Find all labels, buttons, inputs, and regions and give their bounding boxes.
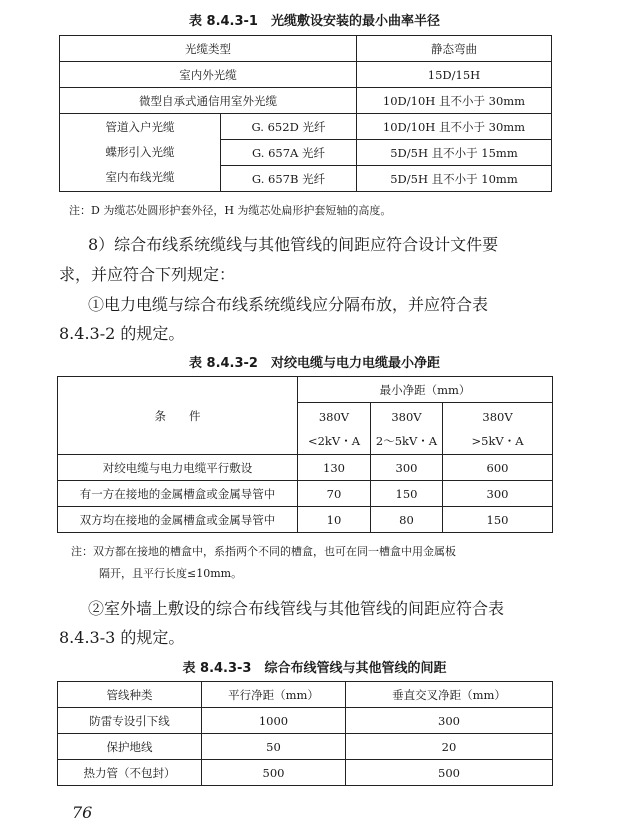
table-row xyxy=(58,455,553,481)
table2-note-line2: 隔开，且平行长度≤10mm。 xyxy=(99,567,243,580)
table2-caption: 表 8.4.3-2 对绞电缆与电力电缆最小净距 xyxy=(189,356,440,371)
table3-cell: 保护地线 xyxy=(58,734,202,760)
table1-group-labels xyxy=(60,114,221,192)
table1-note: 注：D 为缆芯处圆形护套外径，H 为缆芯处扁形护套短轴的高度。 xyxy=(69,204,392,217)
table-row xyxy=(58,682,553,708)
table2-col-power: 2～5kV・A xyxy=(375,433,438,448)
table-row xyxy=(58,734,553,760)
table1-cell: 室内外光缆 xyxy=(60,62,357,88)
table2-cell: 300 xyxy=(443,481,553,507)
table2-col-header xyxy=(371,403,443,455)
table1-cell: 10D/10H 且不小于 30mm xyxy=(357,114,552,140)
table1-cell: 10D/10H 且不小于 30mm xyxy=(357,88,552,114)
table2-cell: 10 xyxy=(298,507,371,533)
table1-group-label: 管道入户光缆 xyxy=(105,120,175,134)
paragraph-8-line1: 8）综合布线系统缆线与其他管线的间距应符合设计文件要 xyxy=(88,235,499,254)
table1-cell: G. 652D 光纤 xyxy=(221,114,357,140)
table2-col-header xyxy=(298,403,371,455)
table2-condition: 有一方在接地的金属槽盒或金属导管中 xyxy=(58,481,298,507)
table3-caption: 表 8.4.3-3 综合布线管线与其他管线的间距 xyxy=(182,661,447,676)
table2-cell: 600 xyxy=(443,455,553,481)
table3 xyxy=(57,681,553,786)
table2 xyxy=(57,376,553,533)
paragraph-1-line2: 8.4.3-2 的规定。 xyxy=(59,324,185,343)
table-row xyxy=(58,507,553,533)
paragraph-1-line1: ①电力电缆与综合布线系统缆线应分隔布放，并应符合表 xyxy=(88,295,489,314)
table3-cell: 500 xyxy=(202,760,346,786)
paragraph-8-line2: 求，并应符合下列规定： xyxy=(59,265,236,284)
table-row xyxy=(58,481,553,507)
table2-col-power: >5kV・A xyxy=(471,433,524,448)
table1-cell: 15D/15H xyxy=(357,62,552,88)
table2-cell: 150 xyxy=(371,481,443,507)
table3-cell: 1000 xyxy=(202,708,346,734)
table1-cell: 微型自承式通信用室外光缆 xyxy=(60,88,357,114)
table1-group-label: 蝶形引入光缆 xyxy=(105,145,175,159)
paragraph-2-line2: 8.4.3-3 的规定。 xyxy=(59,628,185,647)
table1-cell: 5D/5H 且不小于 10mm xyxy=(357,166,552,192)
table3-cell: 300 xyxy=(346,708,553,734)
table2-cell: 150 xyxy=(443,507,553,533)
table1 xyxy=(59,35,552,192)
table1-cell: 5D/5H 且不小于 15mm xyxy=(357,140,552,166)
table3-cell: 500 xyxy=(346,760,553,786)
table2-col-voltage: 380V xyxy=(391,409,422,424)
table2-col-voltage: 380V xyxy=(482,409,513,424)
table2-condition: 对绞电缆与电力电缆平行敷设 xyxy=(58,455,298,481)
paragraph-2-line1: ②室外墙上敷设的综合布线管线与其他管线的间距应符合表 xyxy=(88,599,505,618)
table1-header-static: 静态弯曲 xyxy=(357,36,552,62)
table2-cell: 70 xyxy=(298,481,371,507)
table2-col-voltage: 380V xyxy=(318,409,350,424)
table3-cell: 热力管（不包封） xyxy=(58,760,202,786)
table1-cell: G. 657A 光纤 xyxy=(221,140,357,166)
table-row xyxy=(60,36,552,62)
table2-col-header xyxy=(443,403,553,455)
table1-caption: 表 8.4.3-1 光缆敷设安装的最小曲率半径 xyxy=(189,14,440,29)
table-row xyxy=(58,708,553,734)
table3-cell: 20 xyxy=(346,734,553,760)
table3-header: 垂直交叉净距（mm） xyxy=(346,682,553,708)
table3-header: 管线种类 xyxy=(58,682,202,708)
table2-cell: 130 xyxy=(298,455,371,481)
table1-cell: G. 657B 光纤 xyxy=(221,166,357,192)
table-row xyxy=(60,62,552,88)
table3-header: 平行净距（mm） xyxy=(202,682,346,708)
table2-condition: 双方均在接地的金属槽盒或金属导管中 xyxy=(58,507,298,533)
table2-cell: 80 xyxy=(371,507,443,533)
table-row xyxy=(58,760,553,786)
table-row xyxy=(58,377,553,403)
table-row xyxy=(60,88,552,114)
table2-cell: 300 xyxy=(371,455,443,481)
table2-note-line1: 注：双方都在接地的槽盒中，系指两个不同的槽盒，也可在同一槽盒中用金属板 xyxy=(71,545,456,558)
table1-header-type: 光缆类型 xyxy=(60,36,357,62)
table-row xyxy=(60,114,552,140)
page-number: 76 xyxy=(72,803,93,822)
table3-cell: 防雷专设引下线 xyxy=(58,708,202,734)
table2-col-power: <2kV・A xyxy=(307,433,361,448)
table2-group-header: 最小净距（mm） xyxy=(298,377,553,403)
table2-condition-header: 条 件 xyxy=(58,377,298,455)
table3-cell: 50 xyxy=(202,734,346,760)
table1-group-label: 室内布线光缆 xyxy=(105,170,175,184)
